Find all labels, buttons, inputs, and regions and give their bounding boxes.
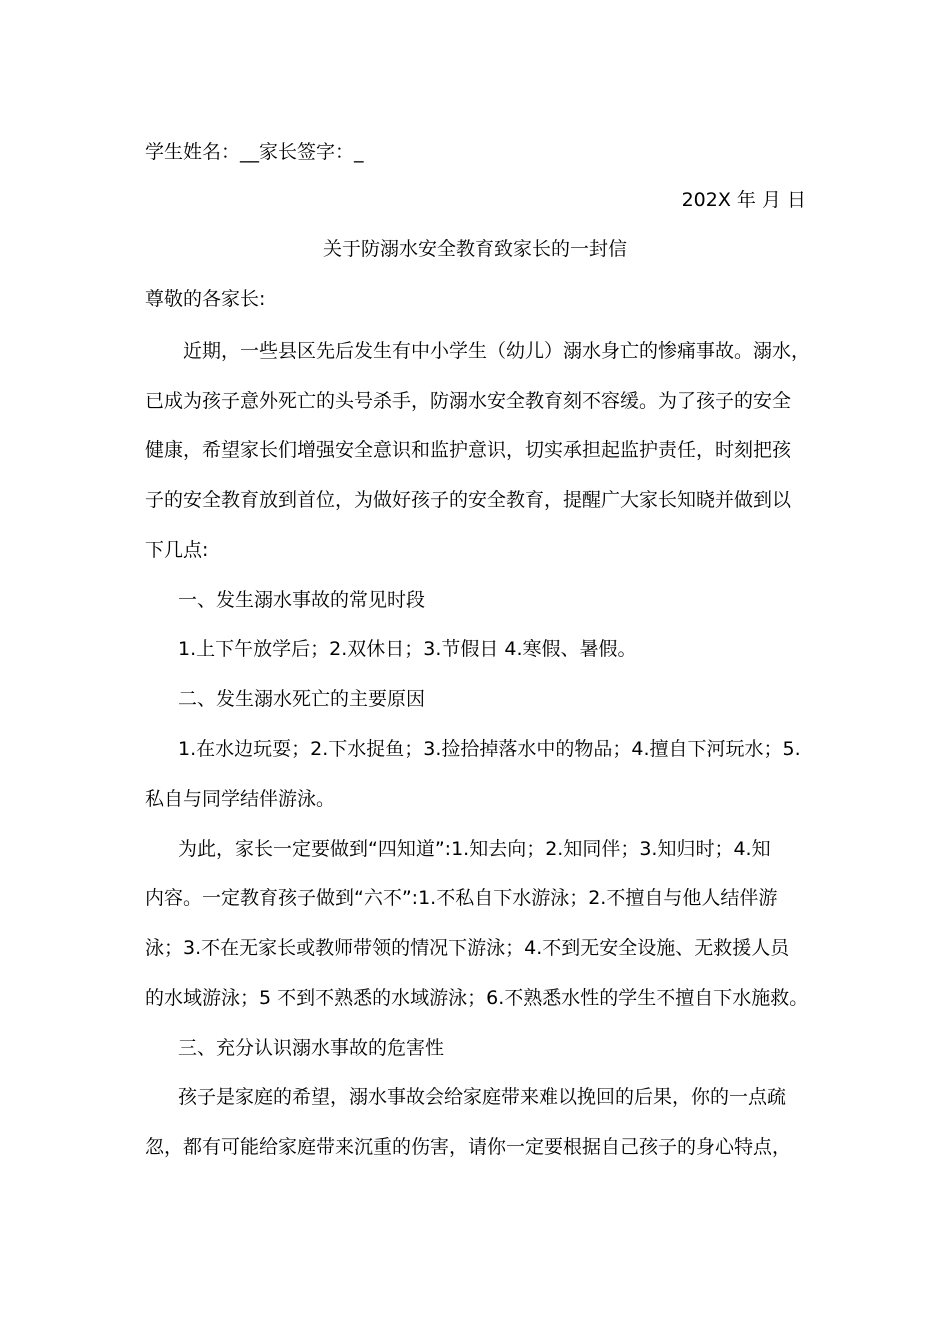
section-heading: 一、发生溺水事故的常见时段 (178, 589, 426, 611)
measures-line: 的水域游泳；5 不到不熟悉的水域游泳；6.不熟悉水性的学生不擅自下水施救。 (145, 987, 809, 1009)
intro-line: 已成为孩子意外死亡的头号杀手，防溺水安全教育刻不容缓。为了孩子的安全 (145, 390, 792, 412)
section-body: 孩子是家庭的希望，溺水事故会给家庭带来难以挽回的后果，你的一点疏 (178, 1086, 787, 1108)
measures-line: 内容。一定教育孩子做到“六不”:1.不私自下水游泳；2.不擅自与他人结伴游 (145, 887, 778, 909)
section-body: 忽，都有可能给家庭带来沉重的伤害，请你一定要根据自己孩子的身心特点， (145, 1136, 792, 1158)
section-heading: 三、充分认识溺水事故的危害性 (178, 1037, 445, 1059)
section-body: 私自与同学结伴游泳。 (145, 788, 336, 810)
measures-line: 泳；3.不在无家长或教师带领的情况下游泳；4.不到无安全设施、无救援人员 (145, 937, 790, 959)
salutation: 尊敬的各家长: (145, 288, 266, 310)
section-heading: 二、发生溺水死亡的主要原因 (178, 688, 426, 710)
letter-title: 关于防溺水安全教育致家长的一封信 (322, 238, 627, 260)
intro-line: 子的安全教育放到首位，为做好孩子的安全教育，提醒广大家长知晓并做到以 (145, 489, 792, 511)
letter-date: 202X 年 月 日 (681, 189, 806, 211)
section-body: 1.上下午放学后；2.双休日；3.节假日 4.寒假、暑假。 (178, 638, 637, 660)
signature-line: 学生姓名：__家长签字：_ (145, 141, 364, 163)
intro-line: 下几点: (145, 539, 209, 561)
intro-line: 近期，一些县区先后发生有中小学生（幼儿）溺水身亡的惨痛事故。溺水， (183, 340, 811, 362)
measures-line: 为此，家长一定要做到“四知道”:1.知去向；2.知同伴；3.知归时；4.知 (178, 838, 771, 860)
intro-line: 健康，希望家长们增强安全意识和监护意识，切实承担起监护责任，时刻把孩 (145, 439, 792, 461)
section-body: 1.在水边玩耍；2.下水捉鱼；3.捡拾掉落水中的物品；4.擅自下河玩水；5. (178, 738, 801, 760)
